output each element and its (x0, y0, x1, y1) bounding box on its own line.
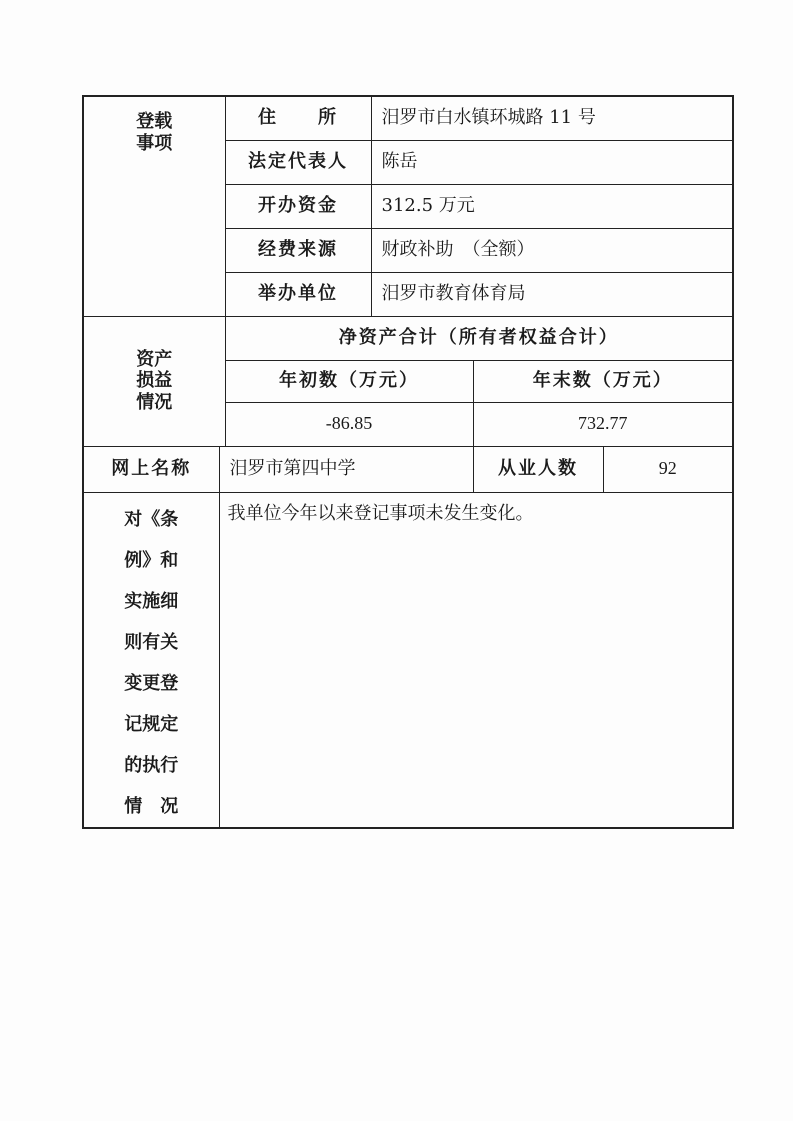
net-assets-heading: 净资产合计（所有者权益合计） (225, 316, 733, 360)
sponsor-label: 举办单位 (225, 272, 371, 316)
begin-year-value: -86.85 (225, 402, 473, 446)
compliance-label-line2: 例》和 (124, 549, 179, 571)
capital-value: 312.5 万元 (371, 184, 733, 228)
staff-count-value: 92 (603, 446, 733, 492)
compliance-label-line3: 实施细 (124, 590, 179, 612)
address-label: 住 所 (225, 96, 371, 140)
capital-label: 开办资金 (225, 184, 371, 228)
row-address (83, 96, 733, 140)
compliance-label-line8: 情 况 (124, 795, 179, 817)
compliance-label-line7: 的执行 (124, 754, 179, 776)
assets-label-line3: 情况 (136, 391, 173, 413)
online-name-label: 网上名称 (83, 446, 219, 492)
legal-rep-value: 陈岳 (371, 140, 733, 184)
row-compliance (83, 492, 733, 828)
address-value: 汨罗市白水镇环城路 11 号 (371, 96, 733, 140)
registration-table (82, 95, 734, 829)
sponsor-value: 汨罗市教育体育局 (371, 272, 733, 316)
staff-count-label: 从业人数 (473, 446, 603, 492)
compliance-text: 我单位今年以来登记事项未发生变化。 (219, 492, 733, 828)
end-year-label: 年末数（万元） (473, 360, 733, 402)
end-year-value: 732.77 (473, 402, 733, 446)
assets-label-line2: 损益 (136, 370, 173, 392)
compliance-label (83, 492, 219, 828)
assets-label-line1: 资产 (136, 348, 173, 370)
row-assets-heading (83, 316, 733, 360)
row-online-name (83, 446, 733, 492)
registration-label-line1: 登载 (136, 111, 173, 132)
compliance-label-line6: 记规定 (124, 713, 179, 735)
online-name-value: 汨罗市第四中学 (219, 446, 473, 492)
assets-section-label (83, 316, 225, 446)
registration-label-line2: 事项 (136, 132, 173, 154)
legal-rep-label: 法定代表人 (225, 140, 371, 184)
compliance-label-line1: 对《条 (124, 508, 179, 530)
funding-value: 财政补助 （全额） (371, 228, 733, 272)
begin-year-label: 年初数（万元） (225, 360, 473, 402)
compliance-label-line5: 变更登 (124, 672, 179, 694)
compliance-label-line4: 则有关 (124, 631, 179, 653)
registration-section-label (83, 96, 225, 316)
funding-label: 经费来源 (225, 228, 371, 272)
